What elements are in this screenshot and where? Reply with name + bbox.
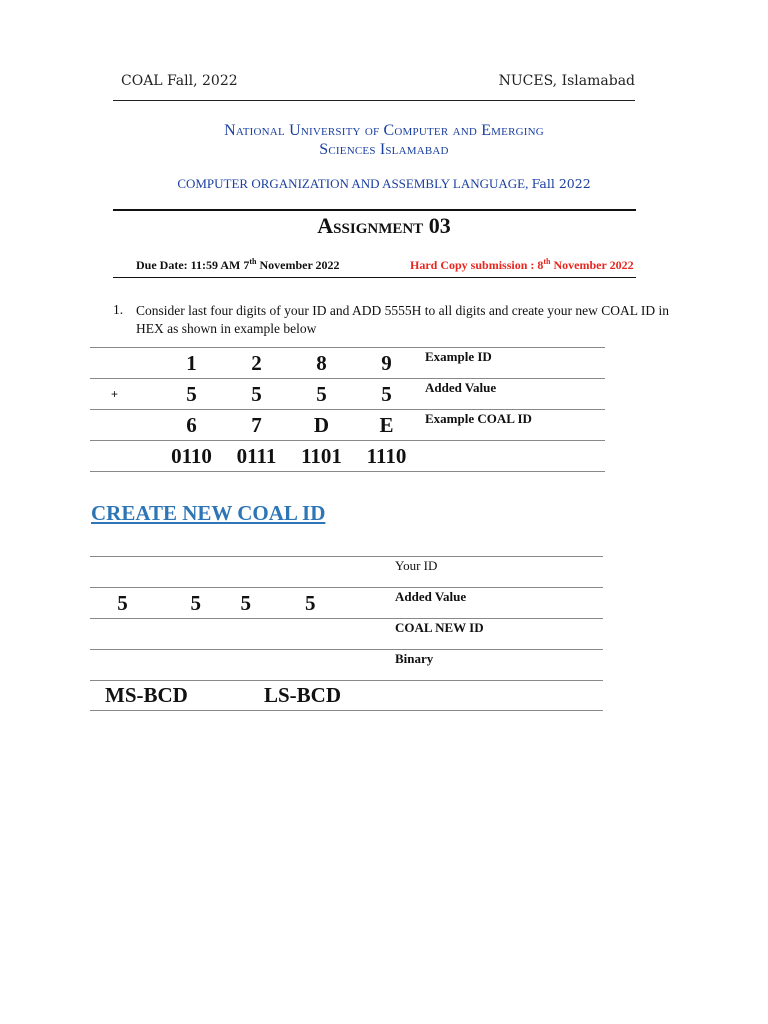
example-table: [90, 347, 605, 472]
table-row: [90, 588, 603, 619]
digit-cell: 5: [155, 588, 205, 619]
question-number: 1.: [113, 302, 124, 317]
row-label-added-value: Added Value: [390, 588, 603, 619]
header-campus: NUCES, Islamabad: [498, 73, 635, 89]
table-row: [90, 650, 603, 681]
course-term: Fall 2022: [531, 176, 591, 191]
empty-cell: [205, 650, 255, 681]
digit-cell: 5: [354, 379, 419, 410]
digit-cell: 7: [224, 410, 289, 441]
assignment-title: Assignment 03: [317, 213, 451, 238]
empty-cell: [155, 650, 205, 681]
table-row: [90, 348, 605, 379]
title-top-divider: [113, 209, 636, 211]
digit-cell: 2: [224, 348, 289, 379]
binary-cell: 0111: [224, 441, 289, 472]
row-prefix: [90, 348, 159, 379]
digit-cell: E: [354, 410, 419, 441]
digit-cell: 6: [159, 410, 224, 441]
course-name: COMPUTER ORGANIZATION AND ASSEMBLY LANGUAGE,: [177, 176, 529, 191]
header-course-term: COAL Fall, 2022: [121, 73, 238, 89]
table-row: [90, 379, 605, 410]
due-date-prefix: Due Date: 11:59 AM 7: [136, 258, 250, 272]
row-label: [419, 441, 605, 472]
new-coal-id-table: [90, 556, 603, 711]
empty-cell: [155, 557, 205, 588]
empty-cell: [90, 650, 155, 681]
university-name-line2: Sciences Islamabad: [319, 141, 449, 158]
empty-cell: [255, 619, 390, 650]
due-date: [136, 257, 340, 273]
due-divider: [113, 277, 636, 278]
empty-cell: [255, 557, 390, 588]
table-row: [90, 557, 603, 588]
header-divider: [113, 100, 635, 101]
hardcopy-suffix: November 2022: [550, 258, 634, 272]
row-prefix: [90, 441, 159, 472]
binary-cell: 1101: [289, 441, 354, 472]
digit-cell: 5: [205, 588, 255, 619]
digit-cell: D: [289, 410, 354, 441]
row-label-binary: Binary: [390, 650, 603, 681]
empty-cell: [390, 681, 603, 711]
digit-cell: 5: [224, 379, 289, 410]
university-name-line1: National University of Computer and Emerging: [224, 122, 544, 139]
hardcopy-prefix: Hard Copy submission : 8: [410, 258, 544, 272]
table-row: [90, 410, 605, 441]
question-text: Consider last four digits of your ID and ADD 5555H to all digits and create your new COAL ID in HEX as shown in example below: [136, 303, 670, 336]
hardcopy-sup: th: [543, 257, 551, 266]
empty-cell: [90, 557, 155, 588]
empty-cell: [155, 619, 205, 650]
empty-cell: [205, 557, 255, 588]
digit-cell: 8: [289, 348, 354, 379]
ls-bcd-label: LS-BCD: [255, 681, 390, 711]
digit-cell: 5: [289, 379, 354, 410]
digit-cell: 5: [255, 588, 390, 619]
empty-cell: [90, 619, 155, 650]
row-prefix: +: [90, 379, 159, 410]
row-label: Example COAL ID: [419, 410, 605, 441]
row-label: Added Value: [419, 379, 605, 410]
create-new-coal-id-heading: CREATE NEW COAL ID: [91, 501, 326, 525]
row-label-your-id: Your ID: [390, 557, 603, 588]
due-date-suffix: November 2022: [256, 258, 340, 272]
course-title: [0, 176, 768, 192]
digit-cell: 9: [354, 348, 419, 379]
digit-cell: 5: [159, 379, 224, 410]
due-date-sup: th: [249, 257, 257, 266]
binary-cell: 0110: [159, 441, 224, 472]
table-row: [90, 619, 603, 650]
row-prefix: [90, 410, 159, 441]
empty-cell: [205, 619, 255, 650]
table-row: [90, 681, 603, 711]
table-row: [90, 441, 605, 472]
ms-bcd-label: MS-BCD: [90, 681, 255, 711]
digit-cell: 5: [90, 588, 155, 619]
row-label: Example ID: [419, 348, 605, 379]
empty-cell: [255, 650, 390, 681]
binary-cell: 1110: [354, 441, 419, 472]
row-label-coal-new-id: COAL NEW ID: [390, 619, 603, 650]
hardcopy-submission: [410, 257, 634, 273]
digit-cell: 1: [159, 348, 224, 379]
